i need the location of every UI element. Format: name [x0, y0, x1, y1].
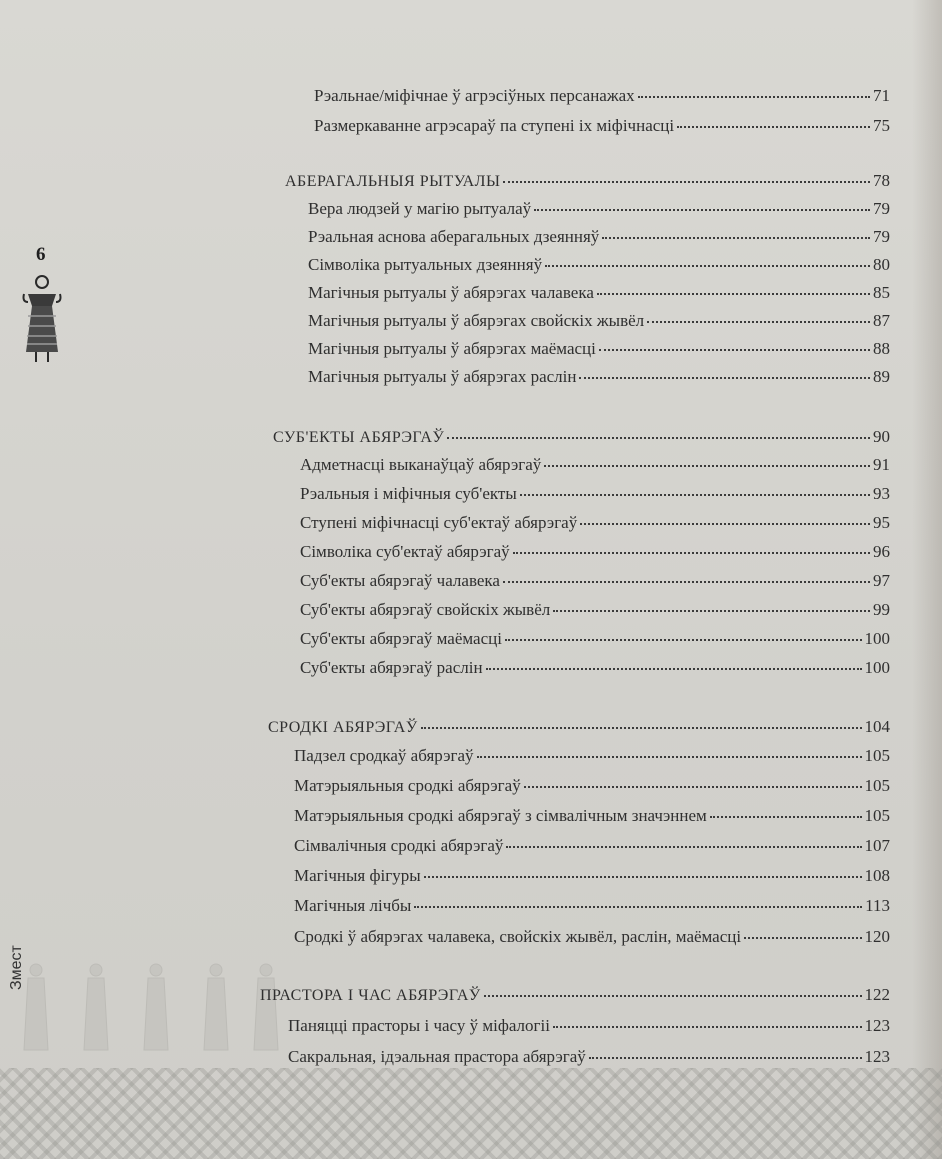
toc-entry-title: Магічныя рытуалы ў абярэгах свойскіх жывёл: [308, 311, 645, 330]
dot-leader: [744, 937, 861, 939]
toc-entry-page: 120: [864, 927, 890, 946]
dot-leader: [486, 668, 862, 670]
toc-entry-title: Суб'екты абярэгаў свойскіх жывёл: [300, 600, 551, 619]
toc-section-heading: [273, 427, 890, 447]
toc-entry-page: 123: [864, 1016, 890, 1035]
toc-entry-title: Сімвалічныя сродкі абярэгаў: [294, 836, 504, 855]
toc-entry-page: 88: [873, 339, 890, 358]
dot-leader: [513, 552, 870, 554]
toc-entry-title: Магічныя рытуалы ў абярэгах чалавека: [308, 283, 594, 302]
dot-leader: [520, 494, 870, 496]
toc-entry-page: 97: [873, 571, 890, 590]
dot-leader: [506, 846, 861, 848]
toc-entry-title: Рэальныя і міфічныя суб'екты: [300, 484, 517, 503]
toc-entry-page: 93: [873, 484, 890, 503]
toc-entry-page: 95: [873, 513, 890, 532]
toc-entry-page: 122: [864, 985, 890, 1004]
page-number: 6: [36, 244, 46, 265]
toc-entry-page: 78: [873, 171, 890, 190]
toc-entry: [300, 542, 890, 562]
toc-entry: [294, 776, 890, 796]
toc-entry-title: Сімволіка суб'ектаў абярэгаў: [300, 542, 510, 561]
dot-leader: [599, 349, 870, 351]
dot-leader: [580, 523, 870, 525]
toc-entry-title: Суб'екты абярэгаў раслін: [300, 658, 483, 677]
toc-entry: [294, 806, 890, 826]
toc-entry: [294, 866, 890, 886]
toc-entry-title: Магічныя рытуалы ў абярэгах маёмасці: [308, 339, 596, 358]
toc-section-title: СРОДКІ АБЯРЭГАЎ: [268, 719, 418, 736]
dot-leader: [424, 876, 862, 878]
toc-section-title: СУБ'ЕКТЫ АБЯРЭГАЎ: [273, 429, 445, 446]
toc-entry: [294, 927, 890, 947]
toc-entry-page: 100: [864, 629, 890, 648]
toc-entry: [294, 836, 890, 856]
toc-section-heading: [260, 985, 890, 1005]
toc-entry-page: 79: [873, 227, 890, 246]
toc-entry-title: Суб'екты абярэгаў чалавека: [300, 571, 500, 590]
toc-entry: [300, 658, 890, 678]
toc-entry-page: 99: [873, 600, 890, 619]
toc-entry-title: Магічныя фігуры: [294, 866, 421, 885]
dot-leader: [638, 96, 870, 98]
toc-entry-page: 105: [864, 806, 890, 825]
toc-entry: [300, 455, 890, 475]
dot-leader: [589, 1057, 862, 1059]
toc-entry-page: 104: [864, 717, 890, 736]
dot-leader: [477, 756, 862, 758]
dot-leader: [534, 209, 870, 211]
toc-entry: [308, 367, 890, 387]
toc-entry-title: Рэальная аснова аберагальных дзеянняў: [308, 227, 600, 246]
toc-entry: [314, 116, 890, 136]
dot-leader: [602, 237, 870, 239]
page-edge-shadow: [912, 0, 942, 1159]
toc-entry-title: Сакральная, ідэальная прастора абярэгаў: [288, 1047, 586, 1066]
toc-entry-page: 90: [873, 427, 890, 446]
toc-entry: [308, 199, 890, 219]
toc-section-title: АБЕРАГАЛЬНЫЯ РЫТУАЛЫ: [285, 173, 501, 190]
toc-entry-title: Вера людзей у магію рытуалаў: [308, 199, 532, 218]
dot-leader: [545, 265, 870, 267]
toc-entry: [294, 746, 890, 766]
toc-entry-page: 107: [864, 836, 890, 855]
toc-entry-page: 80: [873, 255, 890, 274]
toc-entry: [308, 255, 890, 275]
toc-section-heading: [268, 717, 890, 737]
folk-doll-icon: [18, 272, 66, 364]
toc-entry: [308, 339, 890, 359]
toc-entry-title: Матэрыяльныя сродкі абярэгаў: [294, 776, 521, 795]
toc-entry: [300, 629, 890, 649]
dot-leader: [647, 321, 870, 323]
toc-entry-title: Матэрыяльныя сродкі абярэгаў з сімвалічным значэннем: [294, 806, 707, 825]
toc-entry: [294, 896, 890, 916]
dot-leader: [710, 816, 862, 818]
toc-entry-title: Паняцці прасторы і часу ў міфалогіі: [288, 1016, 550, 1035]
dot-leader: [421, 727, 862, 729]
toc-entry: [300, 484, 890, 504]
dot-leader: [414, 906, 862, 908]
toc-entry-title: Магічныя рытуалы ў абярэгах раслін: [308, 367, 577, 386]
toc-entry: [308, 227, 890, 247]
dot-leader: [503, 581, 870, 583]
dot-leader: [503, 181, 870, 183]
dot-leader: [447, 437, 870, 439]
toc-entry-page: 105: [864, 776, 890, 795]
toc-entry-page: 108: [864, 866, 890, 885]
toc-entry: [288, 1016, 890, 1036]
dot-leader: [544, 465, 870, 467]
toc-entry: [288, 1047, 890, 1067]
toc-entry-page: 100: [864, 658, 890, 677]
toc-entry-title: Рэальнае/міфічнае ў агрэсіўных персанажах: [314, 86, 635, 105]
faded-dolls-ornament: [0, 960, 290, 1060]
toc-entry-title: Сродкі ў абярэгах чалавека, свойскіх жывёл, раслін, маёмасці: [294, 927, 742, 946]
toc-entry-title: Суб'екты абярэгаў маёмасці: [300, 629, 502, 648]
toc-section-heading: [285, 171, 890, 191]
toc-entry-title: Ступені міфічнасці суб'ектаў абярэгаў: [300, 513, 578, 532]
dot-leader: [524, 786, 862, 788]
dot-leader: [553, 610, 870, 612]
toc-entry-page: 113: [865, 896, 890, 915]
toc-entry-page: 75: [873, 116, 890, 135]
toc-entry-page: 91: [873, 455, 890, 474]
toc-entry-title: Падзел сродкаў абярэгаў: [294, 746, 474, 765]
toc-entry: [314, 86, 890, 106]
toc-entry-title: Сімволіка рытуальных дзеянняў: [308, 255, 543, 274]
dot-leader: [484, 995, 862, 997]
dot-leader: [505, 639, 862, 641]
toc-entry: [300, 571, 890, 591]
toc-entry-page: 79: [873, 199, 890, 218]
toc-entry: [308, 311, 890, 331]
toc-entry-page: 89: [873, 367, 890, 386]
toc-entry-page: 71: [873, 86, 890, 105]
toc-entry: [308, 283, 890, 303]
dot-leader: [553, 1026, 862, 1028]
ornamental-border: [0, 1068, 942, 1159]
toc-entry-page: 85: [873, 283, 890, 302]
toc-section-title: ПРАСТОРА І ЧАС АБЯРЭГАЎ: [260, 987, 481, 1004]
toc-entry-title: Адметнасці выканаўцаў абярэгаў: [300, 455, 542, 474]
toc-entry-title: Размеркаванне агрэсараў па ступені іх міфічнасці: [314, 116, 675, 135]
dot-leader: [597, 293, 870, 295]
toc-entry: [300, 513, 890, 533]
toc-entry-page: 96: [873, 542, 890, 561]
dot-leader: [677, 126, 870, 128]
toc-entry-page: 123: [864, 1047, 890, 1066]
toc-entry: [300, 600, 890, 620]
toc-entry-page: 87: [873, 311, 890, 330]
toc-entry-page: 105: [864, 746, 890, 765]
dot-leader: [579, 377, 870, 379]
section-side-label: Змест: [8, 945, 25, 990]
toc-entry-title: Магічныя лічбы: [294, 896, 412, 915]
